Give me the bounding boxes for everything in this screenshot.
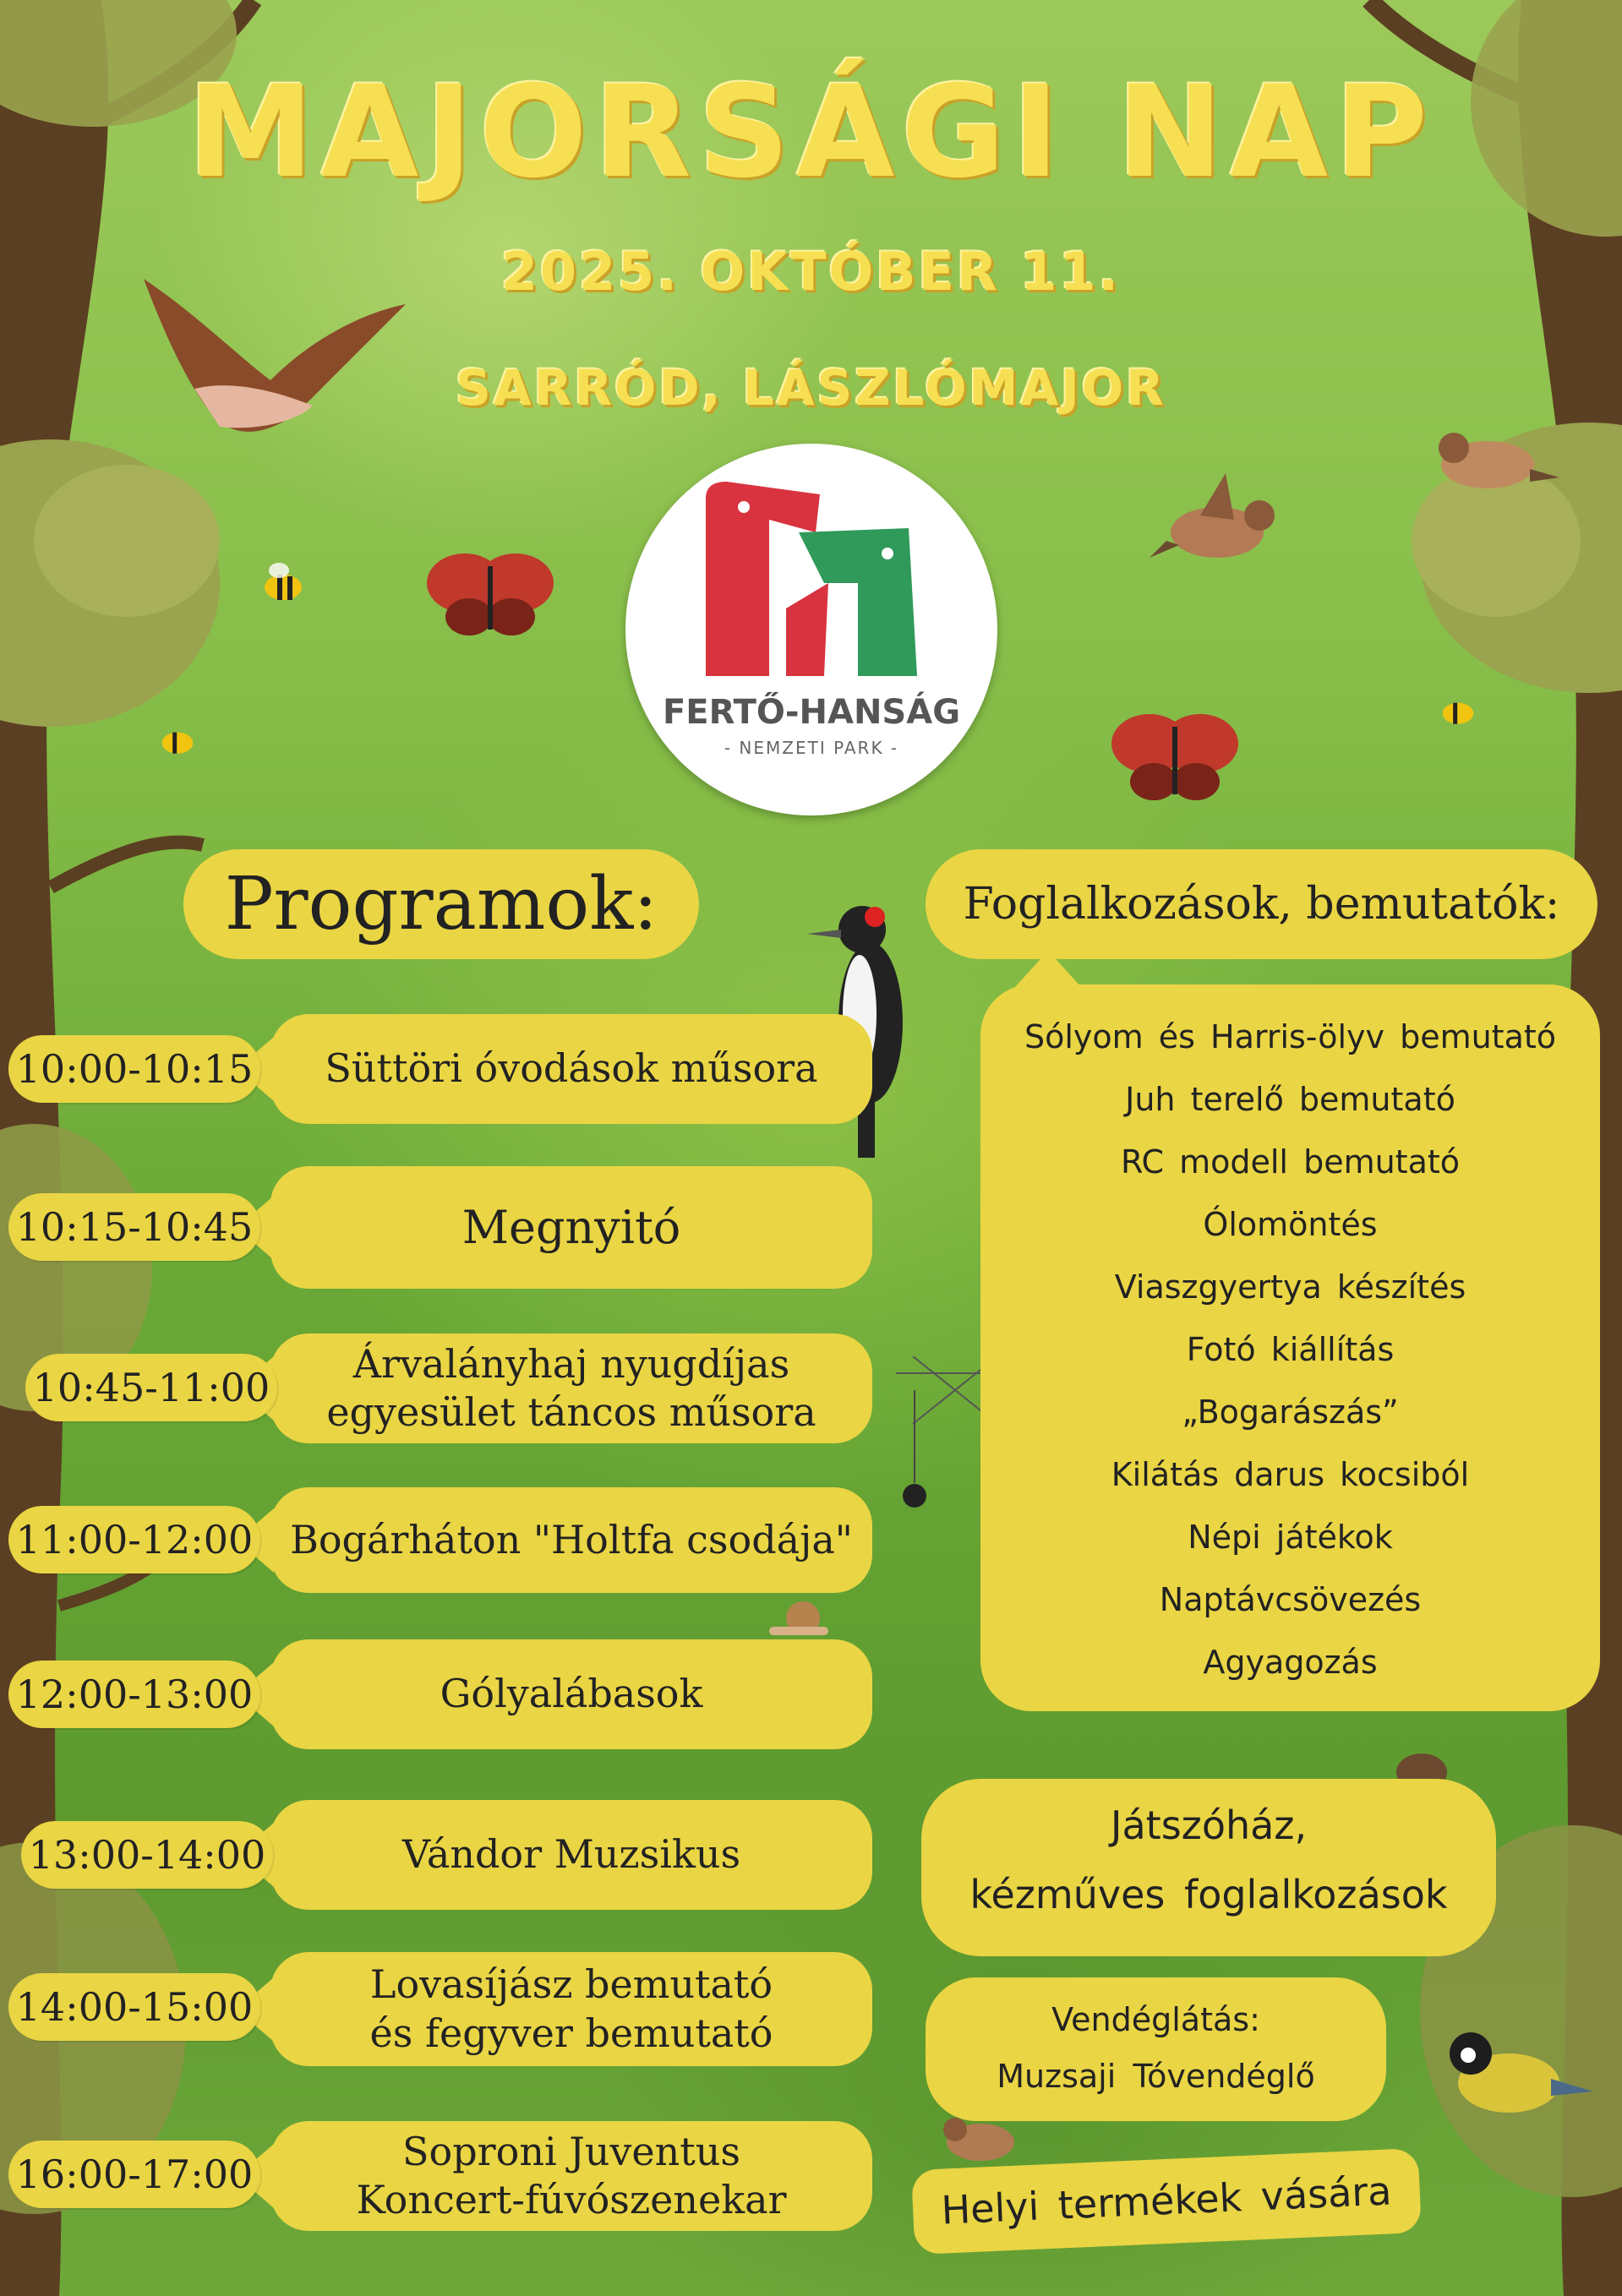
program-title-line: Lovasíjász bemutató [369, 1961, 773, 2007]
program-time: 13:00-14:00 [21, 1821, 273, 1889]
program-title-line: és fegyver bemutató [369, 2010, 773, 2056]
activity-item: RC modell bemutató [1120, 1143, 1461, 1181]
playhouse-box [921, 1779, 1496, 1956]
sparrow-icon [1420, 414, 1564, 507]
activity-item: Ólomöntés [1203, 1206, 1378, 1243]
catering-label: Vendéglátás: [1051, 2001, 1260, 2038]
butterfly-icon [423, 541, 558, 642]
activities-list [980, 984, 1600, 1711]
playhouse-line: Játszóház, [1110, 1802, 1308, 1848]
activity-item: „Bogarászás” [1182, 1393, 1399, 1431]
program-title: Vándor Muzsikus [270, 1800, 872, 1910]
activity-item: Fotó kiállítás [1186, 1331, 1395, 1368]
program-title: Gólyalábasok [270, 1639, 872, 1749]
program-time: 16:00-17:00 [8, 2141, 260, 2208]
program-time: 10:45-11:00 [25, 1354, 277, 1421]
program-title: Megnyitó [270, 1166, 872, 1289]
program-title-line: Soproni Juventus [402, 2128, 740, 2174]
activity-item: Agyagozás [1203, 1644, 1378, 1681]
great-tit-icon [1433, 2011, 1593, 2138]
program-title: Süttöri óvodások műsora [270, 1014, 872, 1124]
market-label: Helyi termékek vására [940, 2168, 1393, 2233]
activity-item: Sólyom és Harris-ölyv bemutató [1024, 1018, 1557, 1055]
event-location: SARRÓD, LÁSZLÓMAJOR [456, 359, 1166, 417]
event-date: 2025. OKTÓBER 11. [500, 241, 1122, 303]
bee-icon [152, 718, 203, 761]
program-title [270, 1333, 872, 1443]
activity-item: Népi játékok [1188, 1519, 1393, 1556]
bee-icon [1433, 689, 1483, 731]
bee-icon [254, 558, 313, 608]
activity-item: Kilátás darus kocsiból [1111, 1456, 1470, 1493]
catering-box [926, 1977, 1386, 2121]
program-time: 10:15-10:45 [8, 1193, 260, 1261]
program-title [270, 1952, 872, 2066]
program-title-line: Árvalányhaj nyugdíjas [352, 1340, 790, 1387]
sparrow-icon [1150, 465, 1293, 583]
event-title: MAJORSÁGI NAP [187, 59, 1435, 206]
playhouse-line: kézműves foglalkozások [969, 1872, 1448, 1917]
program-title-line: Koncert-fúvószenekar [356, 2177, 787, 2222]
logo-name: FERTŐ-HANSÁG [662, 693, 961, 732]
catering-provider: Muzsaji Tóvendéglő [997, 2058, 1315, 2095]
national-park-logo [625, 444, 997, 815]
activity-item: Naptávcsövezés [1159, 1581, 1422, 1618]
program-time: 11:00-12:00 [8, 1506, 260, 1573]
program-title-line: egyesület táncos műsora [326, 1389, 816, 1435]
activity-item: Juh terelő bemutató [1125, 1081, 1455, 1118]
logo-subtitle: - NEMZETI PARK - [724, 738, 899, 758]
butterfly-icon [1107, 701, 1242, 811]
program-title [270, 2121, 872, 2231]
programs-heading: Programok: [183, 849, 699, 959]
activities-heading: Foglalkozások, bemutatók: [926, 849, 1597, 959]
program-time: 10:00-10:15 [8, 1035, 260, 1103]
activity-item: Viaszgyertya készítés [1114, 1268, 1466, 1306]
snail-icon [765, 1597, 833, 1639]
program-time: 12:00-13:00 [8, 1661, 260, 1728]
program-title: Bogárháton "Holtfa csodája" [270, 1487, 872, 1593]
program-time: 14:00-15:00 [8, 1973, 260, 2041]
logo-mark-icon [706, 482, 917, 684]
